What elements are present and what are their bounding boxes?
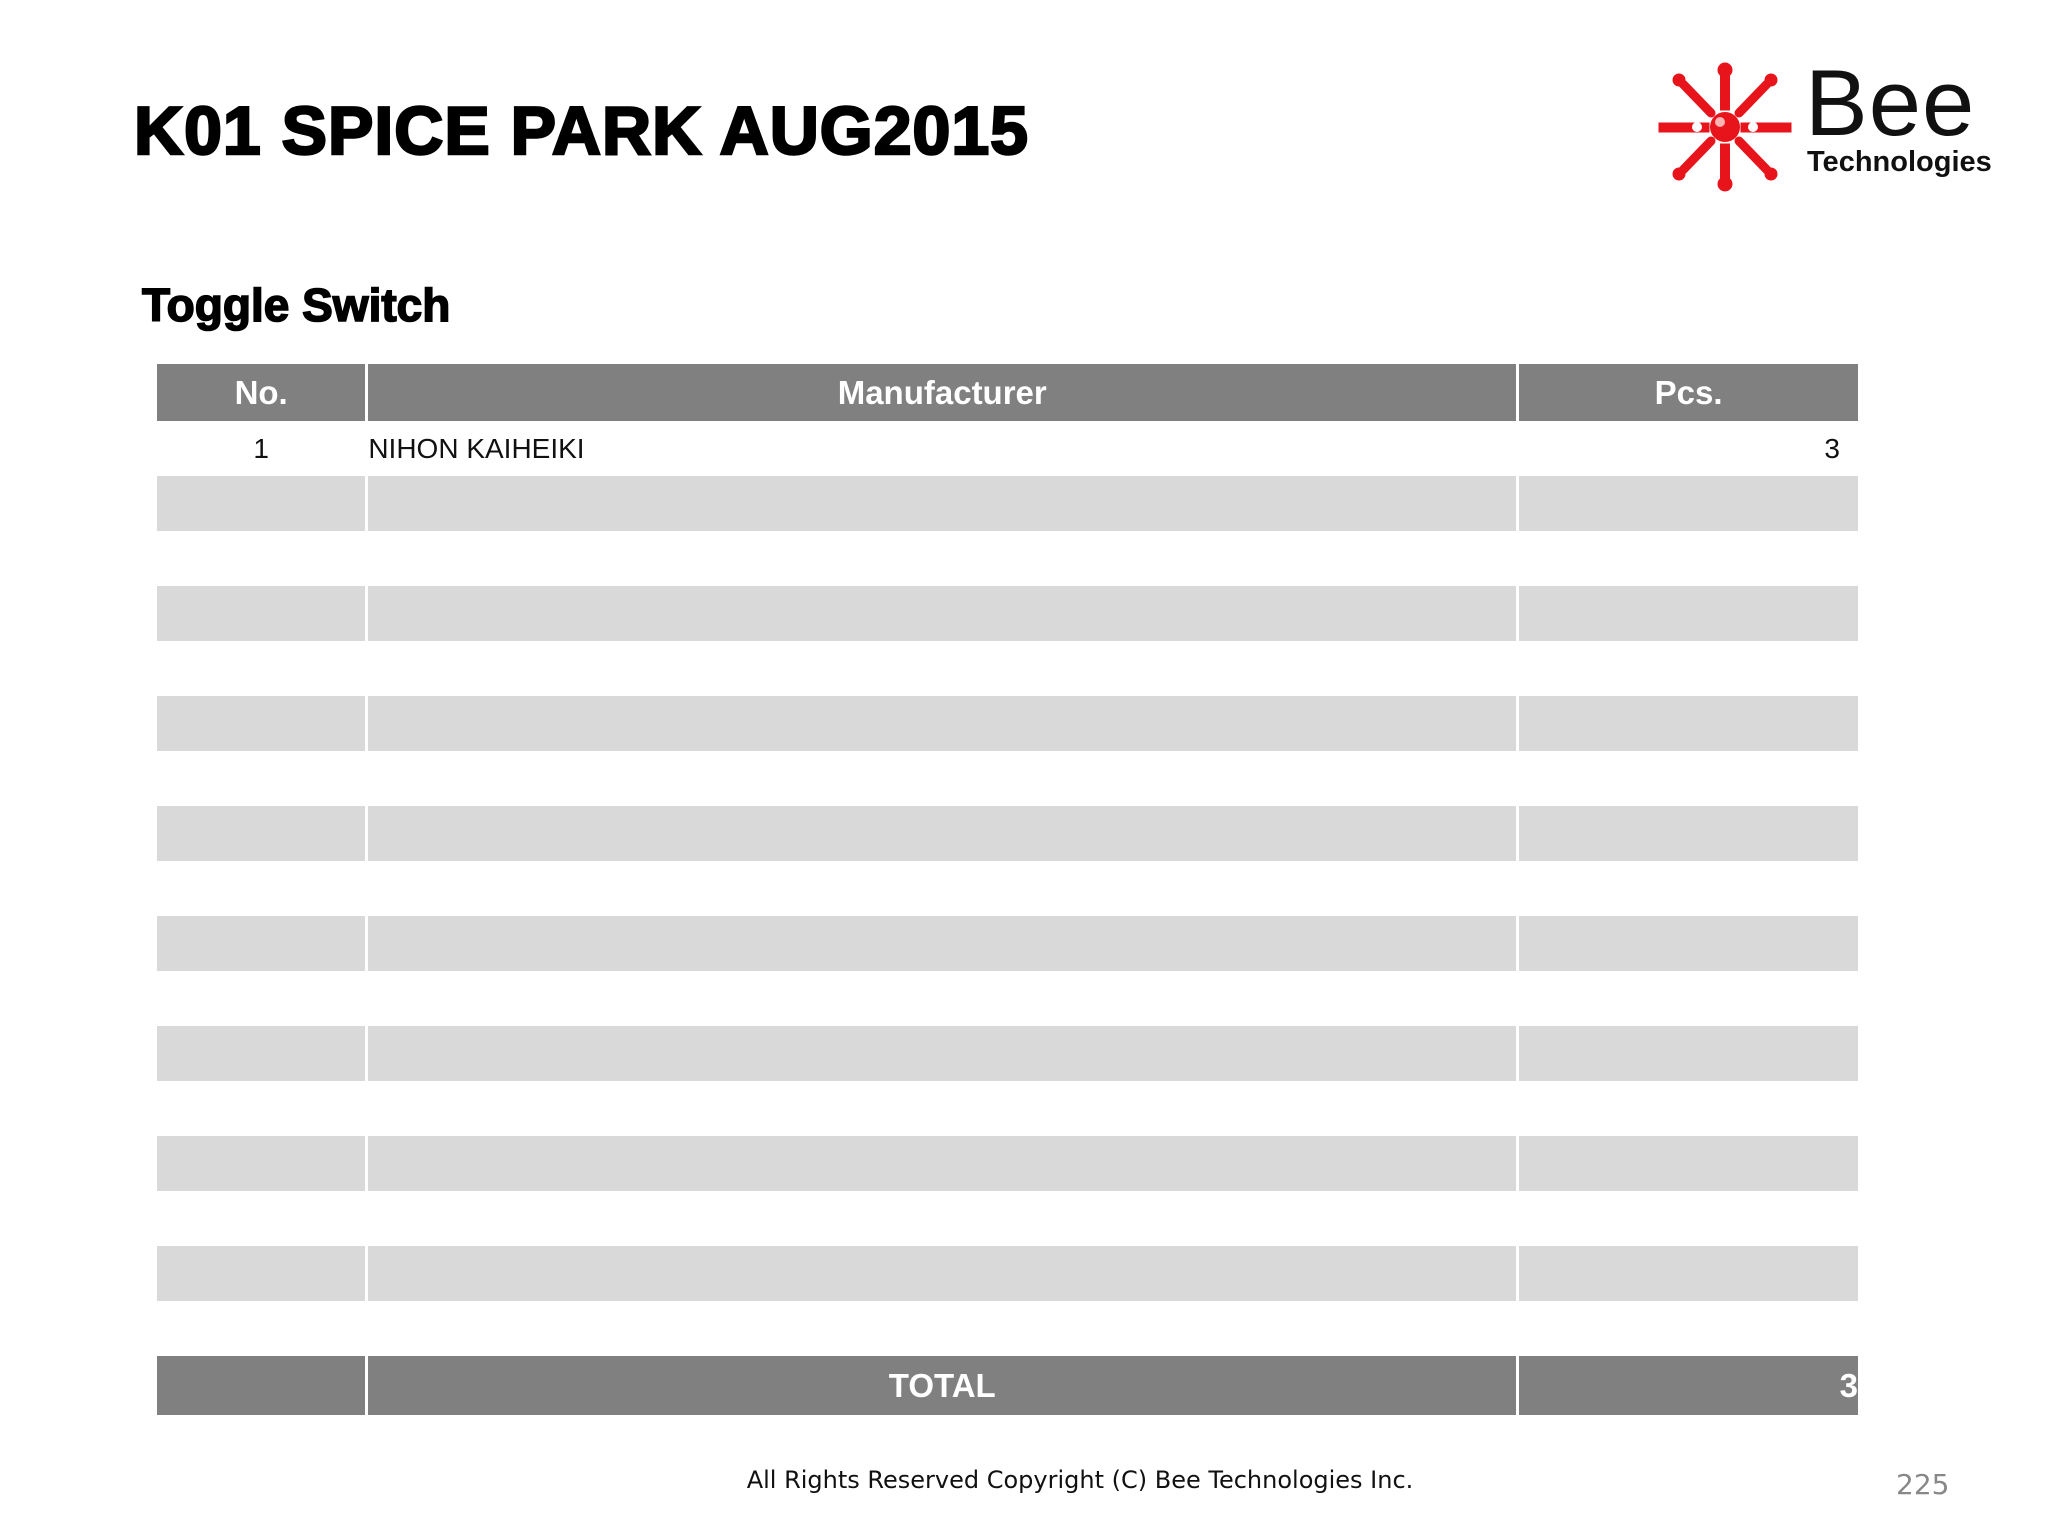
total-value: 3	[1519, 1356, 1858, 1415]
table-total-row	[157, 1356, 1858, 1415]
company-logo	[1655, 50, 2025, 197]
column-header-pcs: Pcs.	[1519, 364, 1858, 421]
table-row-empty	[157, 971, 1858, 1026]
total-label: TOTAL	[368, 1356, 1516, 1415]
table-row-empty	[157, 476, 1858, 531]
page-title: K01 SPICE PARK AUG2015	[134, 93, 1029, 169]
table-row-empty	[157, 916, 1858, 971]
logo-wordmark: Bee	[1805, 50, 1976, 155]
cell-manufacturer: NIHON KAIHEIKI	[368, 421, 1516, 476]
table-row-empty	[157, 531, 1858, 586]
table-row-empty	[157, 1026, 1858, 1081]
parts-table	[154, 364, 1861, 1415]
table-row-empty	[157, 1246, 1858, 1301]
table-row-empty	[157, 806, 1858, 861]
cell-no: 1	[157, 421, 365, 476]
column-header-manufacturer: Manufacturer	[368, 364, 1516, 421]
table-row-empty	[157, 751, 1858, 806]
column-header-no: No.	[157, 364, 365, 421]
table-row	[157, 421, 1858, 476]
table-header-row	[157, 364, 1858, 421]
cell-pcs: 3	[1519, 421, 1858, 476]
logo-subtitle: Technologies	[1807, 146, 1992, 178]
page-number: 225	[1896, 1468, 1950, 1501]
table-row-empty	[157, 1301, 1858, 1356]
table-row-empty	[157, 1136, 1858, 1191]
section-title: Toggle Switch	[142, 279, 451, 331]
total-spacer-cell	[157, 1356, 365, 1415]
bee-sunburst-icon	[1655, 62, 1795, 192]
table-row-empty	[157, 1191, 1858, 1246]
table-row-empty	[157, 586, 1858, 641]
copyright-footer: All Rights Reserved Copyright (C) Bee Technologies Inc.	[746, 1466, 1414, 1494]
table-row-empty	[157, 1081, 1858, 1136]
table-row-empty	[157, 641, 1858, 696]
table-row-empty	[157, 696, 1858, 751]
table-row-empty	[157, 861, 1858, 916]
